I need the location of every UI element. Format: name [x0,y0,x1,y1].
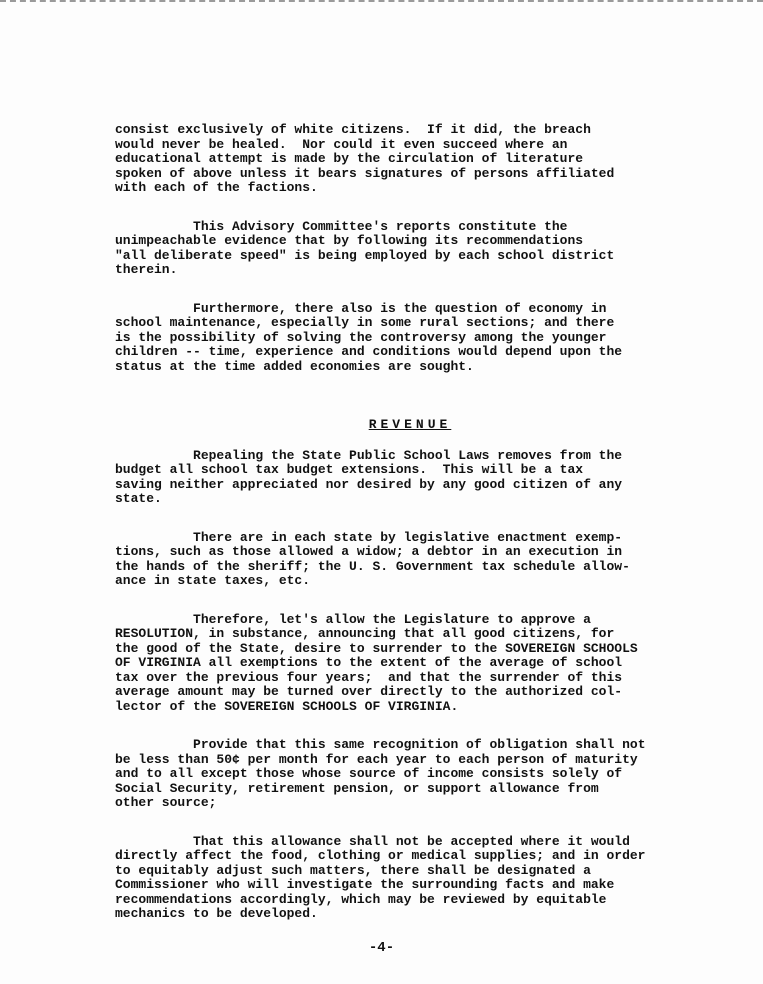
paragraph-advisory-committee: This Advisory Committee's reports constitute the unimpeachable evidence that by following its recommendations "all deliberate speed" is being employed by each school district therein. [115,218,615,277]
paragraph-allowance: That this allowance shall not be accepted where it would directly affect the food, clothing or medical supplies; and in order to equitably adjust such matters, there shall be designated a Commissioner who will investigate the surrounding facts and make recommendations accordingly, which may be reviewed by equitable mechanics to be developed. [115,833,646,921]
paragraph-economy: Furthermore, there also is the question of economy in school maintenance, especially in some rural sections; and there is the possibility of solving the controversy among the younger children -- time, experience and conditions would depend upon the status at the time added economies are sought. [115,300,623,374]
paragraph-exemptions: There are in each state by legislative enactment exemp- tions, such as those allowed a widow; a debtor in an execution in the hands of the sheriff; the U. S. Government tax schedule allow- ance in state taxes, etc. [115,529,630,588]
section-heading-revenue: REVENUE [368,417,452,432]
paragraph-white-citizens: consist exclusively of white citizens. If it did, the breach would never be healed. Nor could it even succeed where an educational attempt is made by the circulation of literature spoken of above unless it bears signatures of persons affiliated with each of the factions. [115,122,615,195]
document-body [115,123,725,946]
paragraph-resolution: Therefore, let's allow the Legislature to approve a RESOLUTION, in substance, announcing that all good citizens, for the good of the State, desire to surrender to the SOVEREIGN SCHOOLS OF VIRGINIA all exemptions to the extent of the average of school tax over the previous four years; and that the surrender of this average amount may be turned over directly to the authorized col- lector of the SOVEREIGN SCHOOLS OF VIRGINIA. [115,611,638,714]
paragraph-obligation: Provide that this same recognition of obligation shall not be less than 50¢ per month for each year to each person of maturity and to all except those whose source of income consists solely of Social Security, retirement pension, or support allowance from other source; [115,737,646,810]
paragraph-repealing-laws: Repealing the State Public School Laws removes from the budget all school tax budget extensions. This will be a tax saving neither appreciated nor desired by any good citizen of any state. [115,447,623,506]
page-number: -4- [368,940,395,956]
